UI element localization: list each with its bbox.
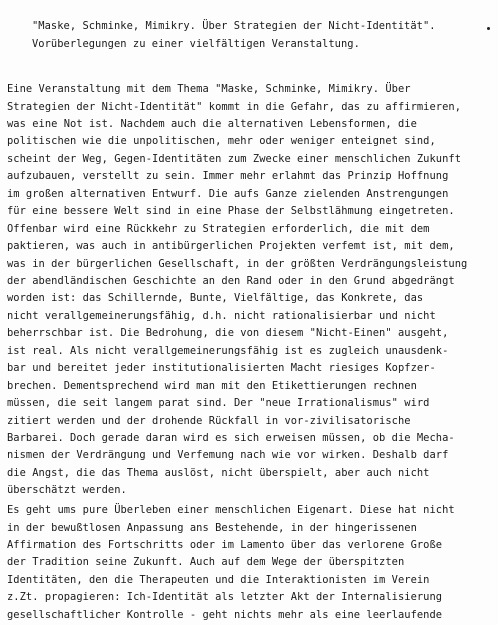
paragraph-1-line: überschätzt werden.	[7, 484, 127, 497]
paragraph-1-line: zitiert werden und der drohende Rückfall in vor-zivilisatorische	[7, 414, 411, 427]
document-title-line-1: "Maske, Schminke, Mimikry. Über Strategien der Nicht-Identität".	[32, 20, 436, 32]
paragraph-2-line: Identitäten, den die Therapeuten und die Interaktionisten im Verein	[7, 573, 430, 586]
paragraph-1-line: nismen der Verdrängung und Verfemung nach wie vor wirken. Deshalb darf	[7, 449, 449, 462]
paragraph-1-line: nicht verallgemeinerungsfähig, d.h. nicht rationalisierbar und nicht	[7, 309, 436, 322]
paragraph-1-line: müssen, die seit langem parat sind. Der "neue Irrationalismus" wird	[7, 397, 430, 410]
paragraph-1-line: die Angst, die das Thema auslöst, nicht überspielt, aber auch nicht	[7, 466, 430, 479]
paragraph-1-line: ist real. Als nicht verallgemeinerungsfähig ist es zugleich unausdenk-	[7, 344, 449, 357]
paragraph-2-line: in der bewußtlosen Anpassung ans Bestehende, in der hingerissenen	[7, 521, 417, 534]
paragraph-1-line: im großen alternativen Entwurf. Die aufs Ganze zielenden Anstrengungen	[7, 187, 449, 200]
paragraph-1-line: Offenbar wird eine Rückkehr zu Strategien erforderlich, die mit dem	[7, 222, 430, 235]
paragraph-2-line: Es geht ums pure Überleben einer menschlichen Eigenart. Diese hat nicht	[7, 504, 455, 516]
paragraph-1-line: worden ist: das Schillernde, Bunte, Vielfältige, das Konkrete, das	[7, 292, 424, 305]
document-title-line-2: Vorüberlegungen zu einer vielfältigen Veranstaltung.	[32, 38, 360, 50]
paragraph-1-line: paktieren, was auch in antibürgerlichen Projekten verfemt ist, mit dem,	[7, 240, 455, 252]
paragraph-1-line: brechen. Dementsprechend wird man mit den Etikettierungen rechnen	[7, 379, 417, 392]
paragraph-1-line: Strategien der Nicht-Identität" kommt in die Gefahr, das zu affirmieren,	[7, 100, 462, 113]
paragraph-2-line: der Tradition seine Zukunft. Auch auf dem Wege der überspitzten	[7, 556, 405, 569]
paragraph-1-line: Eine Veranstaltung mit dem Thema "Maske, Schminke, Mimikry. Über	[7, 83, 411, 95]
paragraph-1-line: beherrschbar ist. Die Bedrohung, die von diesem "Nicht-Einen" ausgeht,	[7, 327, 449, 340]
paragraph-1-line: bar und bereitet jeder institutionalisierten Macht riesiges Kopfzer-	[7, 362, 436, 375]
paragraph-1-line: was in der bürgerlichen Gesellschaft, in der größten Verdrängungsleistung	[7, 257, 468, 270]
paragraph-1-line: für eine bessere Welt sind in eine Phase der Selbstlähmung eingetreten.	[7, 205, 455, 218]
paragraph-1-line: der abendländischen Geschichte an den Rand oder in den Grund abgedrängt	[7, 274, 455, 287]
paragraph-2-line: gesellschaftlicher Kontrolle - geht nichts mehr als eine leerlaufende	[7, 608, 443, 621]
margin-mark	[487, 27, 490, 30]
paragraph-1-line: aufzubauen, verstellt zu sein. Immer mehr erlahmt das Prinzip Hoffnung	[7, 170, 449, 183]
paragraph-1-line: was eine Not ist. Nachdem auch die alternativen Lebensformen, die	[7, 117, 417, 130]
paragraph-1-line: scheint der Weg, Gegen-Identitäten zum Zwecke einer menschlichen Zukunft	[7, 152, 462, 165]
paragraph-2-line: z.Zt. propagieren: Ich-Identität als letzter Akt der Internalisierung	[7, 591, 443, 604]
paragraph-1-line: Barbarei. Doch gerade daran wird es sich erweisen müssen, ob die Mecha-	[7, 432, 455, 444]
paragraph-2-line: Affirmation des Fortschritts oder im Lamento über das verlorene Große	[7, 538, 443, 551]
paragraph-1-line: politischen wie die unpolitischen, mehr oder weniger enteignet sind,	[7, 135, 436, 148]
